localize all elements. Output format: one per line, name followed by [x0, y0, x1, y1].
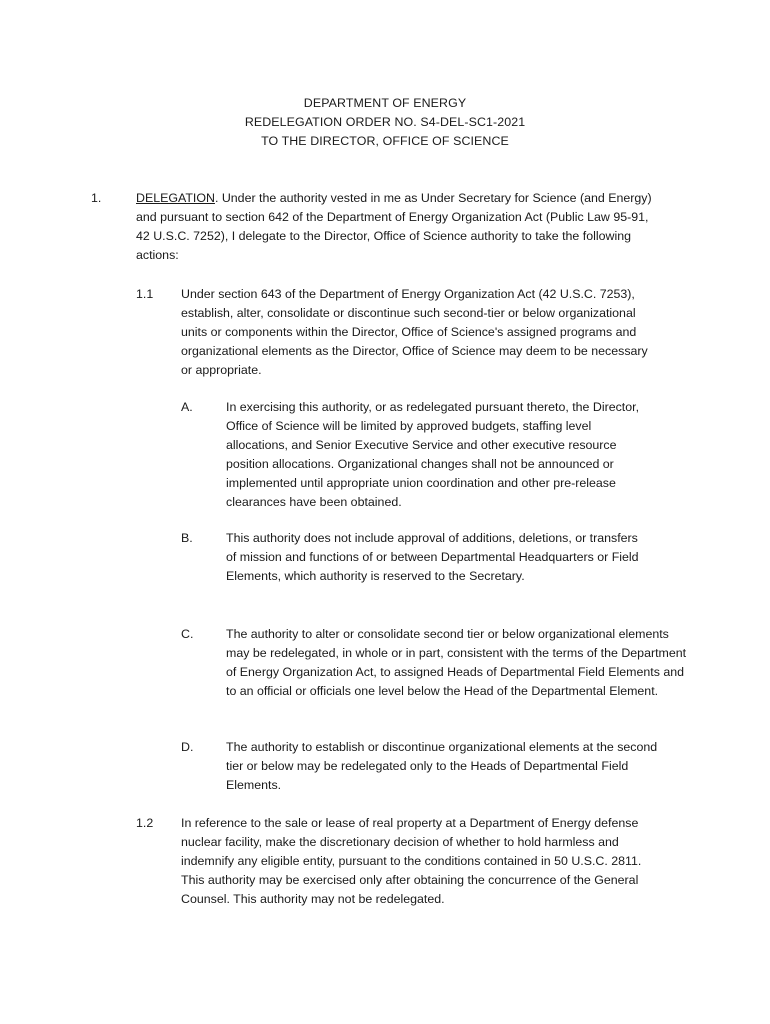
item-d-text: The authority to establish or discontinue organizational elements at the second tier or below may be redelegated only to the Heads of Departmental Field Elements.	[226, 740, 658, 792]
item-1-2-number: 1.2	[136, 816, 154, 830]
item-1-1-number: 1.1	[136, 287, 154, 301]
item-b-text: This authority does not include approval of additions, deletions, or transfers of mission and functions of or between Departmental Headquarters or Field Elements, which authority is reserved to the Secretary.	[226, 531, 639, 583]
item-c-letter: C.	[181, 627, 194, 641]
item-d-letter: D.	[181, 740, 194, 754]
header-recipient: TO THE DIRECTOR, OFFICE OF SCIENCE	[261, 134, 509, 148]
item-1-1-text: Under section 643 of the Department of Energy Organization Act (42 U.S.C. 7253), establish, alter, consolidate or discontinue such second-tier or below organizational units or components within the Director, Office of Science's assigned programs and organizational elements as the Director, Office of Science may deem to be necessary or appropriate.	[181, 287, 648, 377]
header-order-number: REDELEGATION ORDER NO. S4-DEL-SC1-2021	[244, 115, 526, 129]
section-1-text	[136, 189, 656, 265]
item-1-2-text: In reference to the sale or lease of real property at a Department of Energy defense nuclear facility, make the discretionary decision of whether to hold harmless and indemnify any eligible entity, pursuant to the conditions contained in 50 U.S.C. 2811. This authority may be exercised only after obtaining the concurrence of the General Counsel. This authority may not be redelegated.	[181, 816, 642, 906]
item-a-letter: A.	[181, 400, 193, 414]
header-department: DEPARTMENT OF ENERGY	[303, 96, 467, 110]
section-1-heading: DELEGATION	[136, 191, 215, 205]
item-b-letter: B.	[181, 531, 193, 545]
document-header	[0, 94, 770, 151]
section-1-body: . Under the authority vested in me as Under Secretary for Science (and Energy) and pursuant to section 642 of the Department of Energy Organization Act (Public Law 95-91, 42 U.S.C. 7252), I delegate to the Director, Office of Science authority to take the following actions:	[136, 191, 652, 262]
section-1-number: 1.	[91, 191, 102, 205]
item-c-text: The authority to alter or consolidate second tier or below organizational elements may be redelegated, in whole or in part, consistent with the terms of the Department of Energy Organization Act, to assigned Heads of Departmental Field Elements and to an official or officials one level below the Head of the Departmental Element.	[226, 627, 687, 698]
item-a-text: In exercising this authority, or as redelegated pursuant thereto, the Director, Office of Science will be limited by approved budgets, staffing level allocations, and Senior Executive Service and other executive resource position allocations. Organizational changes shall not be announced or implemented until appropriate union coordination and other pre-release clearances have been obtained.	[226, 400, 640, 509]
